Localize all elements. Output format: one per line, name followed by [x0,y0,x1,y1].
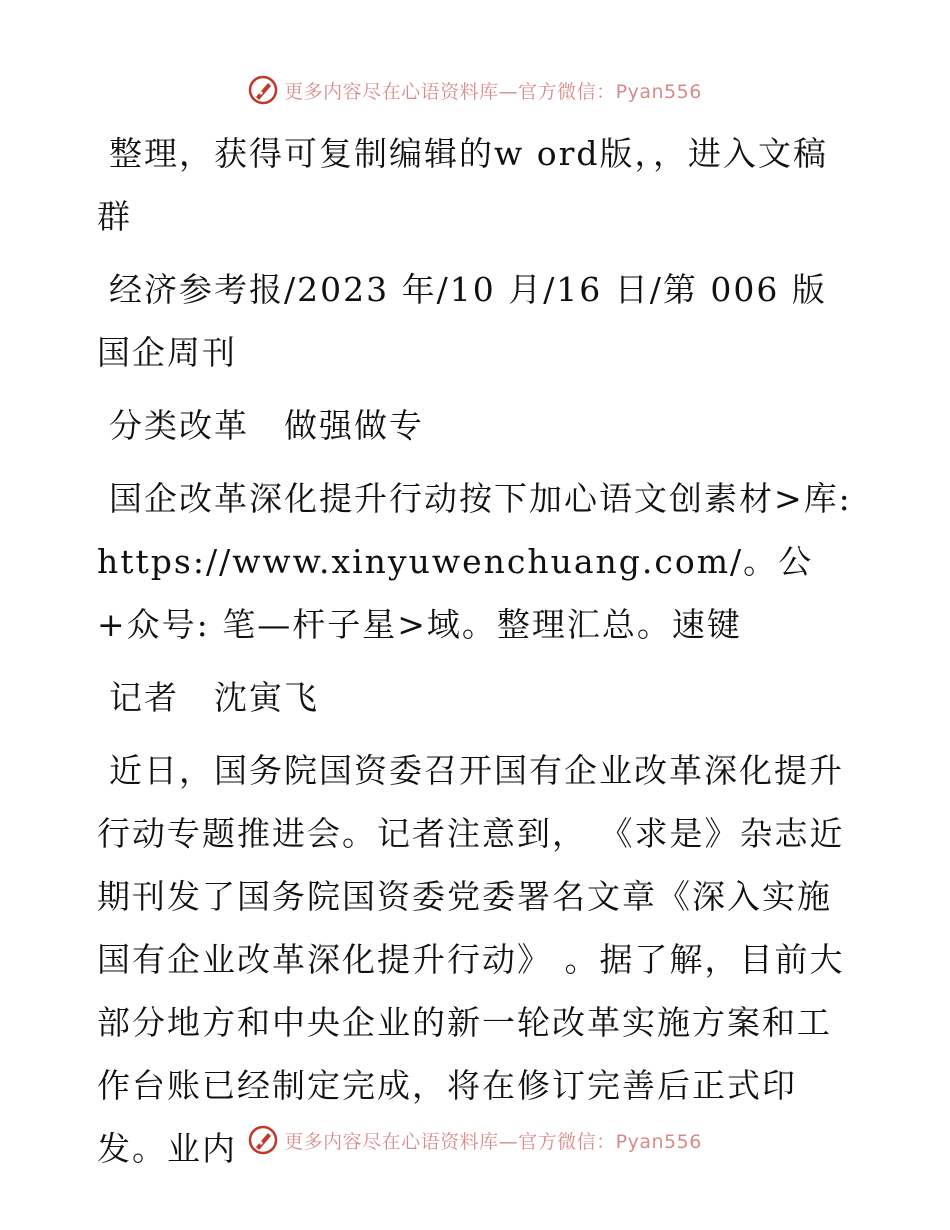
header-banner-text [284,77,702,104]
footer-banner-label: 更多内容尽在心语资料库—官方微信： [284,1130,616,1153]
header-banner-label: 更多内容尽在心语资料库—官方微信： [284,80,616,103]
header-banner-handle: Pyan556 [615,80,702,103]
document-body [97,122,853,1190]
article-subtitle: 国企改革深化提升行动按下加心语文创素材>库: https://www.xinyuwenchuang.com/。公+众号: 笔—杆子星>域。整理汇总。速键 [97,479,852,644]
footer-banner [0,1120,950,1160]
pen-nib-logo-icon [248,75,278,105]
paragraph-source-line: 经济参考报/2023 年/10 月/16 日/第 006 版国企周刊 [97,270,827,372]
header-banner [0,70,950,110]
pen-nib-logo-icon [248,1125,278,1155]
footer-banner-text [284,1127,702,1154]
paragraph-body: 近日，国务院国资委召开国有企业改革深化提升行动专题推进会。记者注意到， 《求是》杂志近期刊发了国务院国资委党委署名文章《深入实施国有企业改革深化提升行动》 。据了解，目前大部分地方和中央企业的新一轮改革实施方案和工作台账已经制定完成，将在修订完善后正式印发。业内 [97,751,845,1168]
paragraph-editing-note: 整理，获得可复制编辑的w ord版，，进入文稿群 [97,134,829,236]
article-title: 分类改革 做强做专 [109,406,424,445]
footer-banner-handle: Pyan556 [615,1130,702,1153]
article-byline: 记者 沈寅飞 [109,678,319,717]
